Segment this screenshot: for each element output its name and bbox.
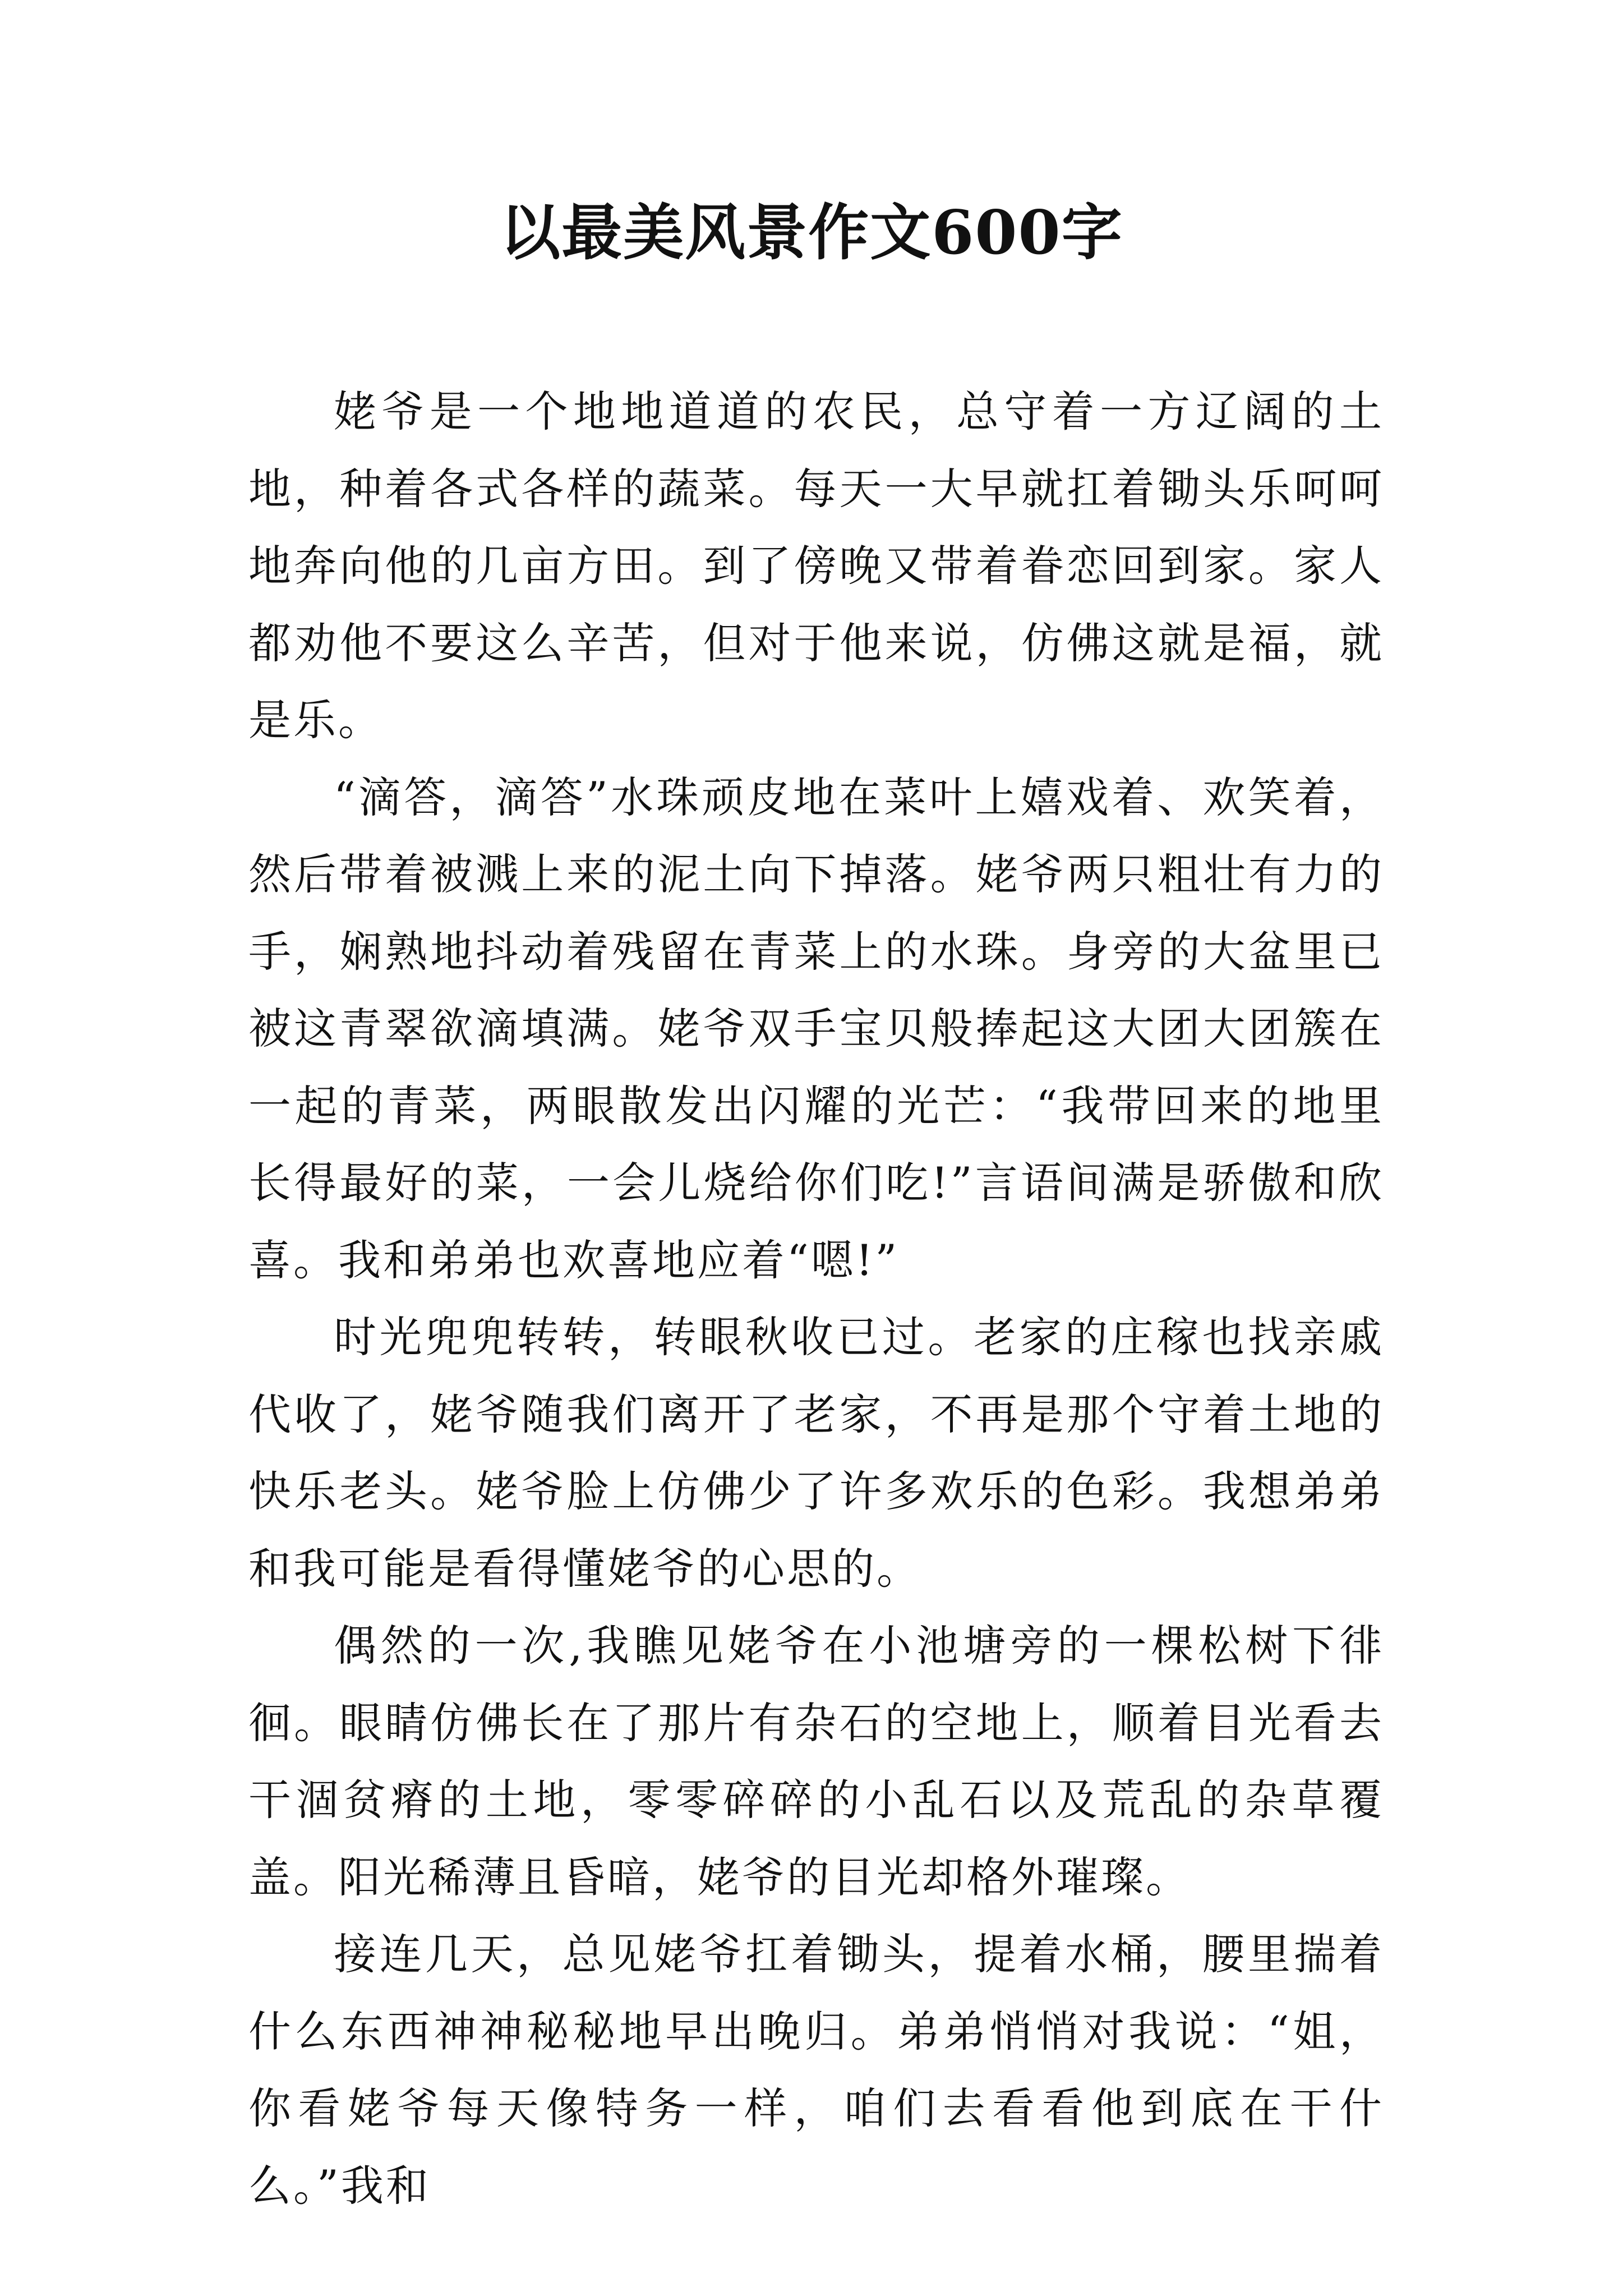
document-body — [248, 373, 1384, 2224]
paragraph: 时光兜兜转转，转眼秋收已过。老家的庄稼也找亲戚代收了，姥爷随我们离开了老家，不再是那个守着土地的快乐老头。姥爷脸上仿佛少了许多欢乐的色彩。我想弟弟和我可能是看得懂姥爷的心思的。 — [248, 1312, 1384, 1594]
paragraph: “滴答，滴答”水珠顽皮地在菜叶上嬉戏着、欢笑着，然后带着被溅上来的泥土向下掉落。姥爷两只粗壮有力的手，娴熟地抖动着残留在青菜上的水珠。身旁的大盆里已被这青翠欲滴填满。姥爷双手宝贝般捧起这大团大团簇在一起的青菜，两眼散发出闪耀的光芒：“我带回来的地里长得最好的菜，一会儿烧给你们吃!”言语间满是骄傲和欣喜。我和弟弟也欢喜地应着“嗯!” — [248, 772, 1384, 1285]
document-title: 以最美风景作文600字 — [500, 197, 1123, 268]
paragraph: 接连几天，总见姥爷扛着锄头，提着水桶，腰里揣着什么东西神神秘秘地早出晚归。弟弟悄悄对我说：“姐，你看姥爷每天像特务一样，咱们去看看他到底在干什么。”我和 — [248, 1929, 1384, 2211]
paragraph: 姥爷是一个地地道道的农民，总守着一方辽阔的土地，种着各式各样的蔬菜。每天一大早就扛着锄头乐呵呵地奔向他的几亩方田。到了傍晚又带着眷恋回到家。家人都劝他不要这么辛苦，但对于他来说，仿佛这就是福，就是乐。 — [248, 386, 1384, 745]
paragraph: 偶然的一次,我瞧见姥爷在小池塘旁的一棵松树下徘徊。眼睛仿佛长在了那片有杂石的空地上，顺着目光看去干涸贫瘠的土地，零零碎碎的小乱石以及荒乱的杂草覆盖。阳光稀薄且昏暗，姥爷的目光却格外璀璨。 — [248, 1621, 1384, 1902]
